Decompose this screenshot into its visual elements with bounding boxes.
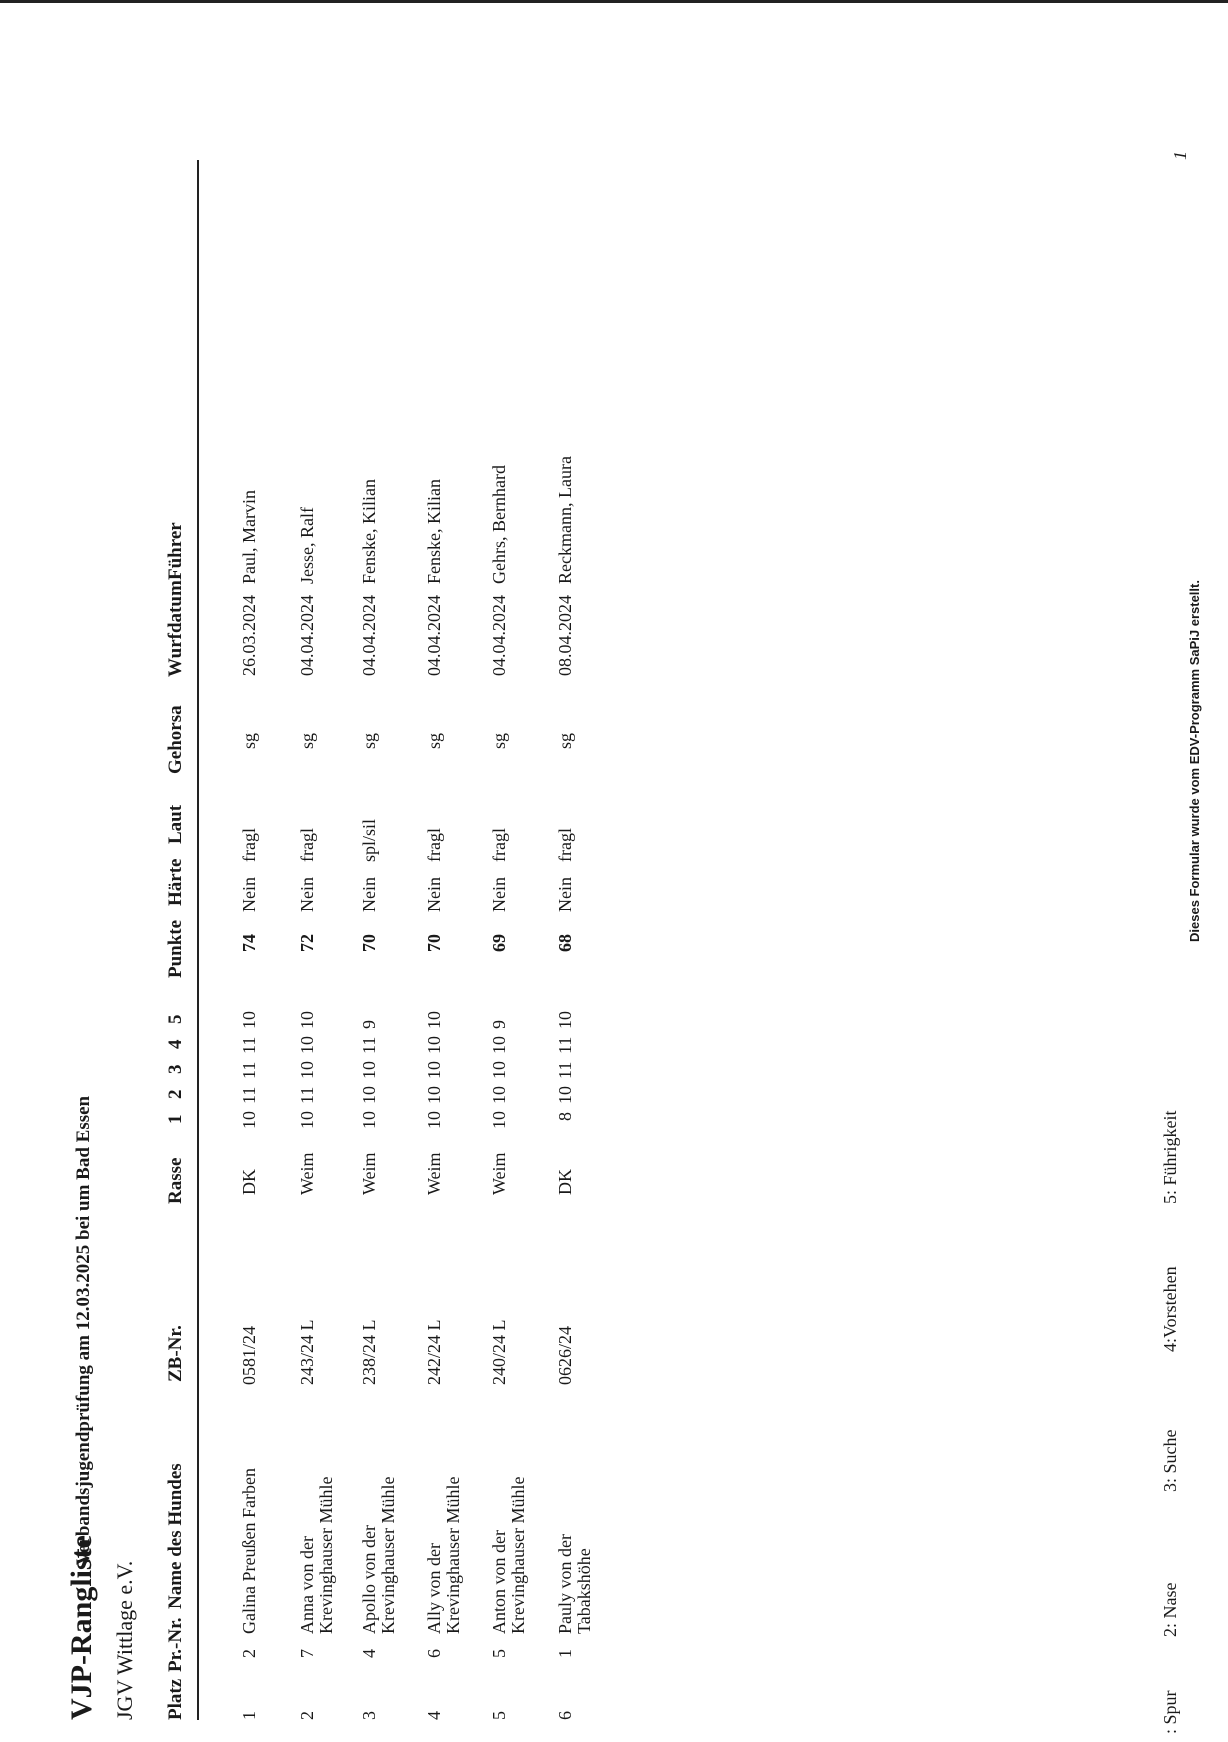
cell-score-1: 10 bbox=[239, 1111, 259, 1129]
cell-gehorsam: sg bbox=[489, 732, 509, 749]
cell-score-2: 10 bbox=[555, 1086, 575, 1104]
table-row bbox=[360, 0, 410, 1742]
cell-score-3: 11 bbox=[239, 1061, 259, 1079]
cell-name: Apollo von der Krevinghauser Mühle bbox=[359, 1476, 398, 1634]
cell-score-4: 10 bbox=[424, 1036, 444, 1054]
cell-gehorsam: sg bbox=[239, 732, 259, 749]
cell-haerte: Nein bbox=[239, 877, 259, 912]
cell-zb: 242/24 L bbox=[424, 1319, 444, 1385]
table-row bbox=[240, 0, 290, 1742]
cell-laut: fragl bbox=[424, 828, 444, 862]
cell-punkte: 68 bbox=[555, 934, 575, 952]
club-name: JGV Wittlage e.V. bbox=[112, 1560, 137, 1720]
cell-zb: 0626/24 bbox=[555, 1325, 575, 1385]
software-footnote: Dieses Formular wurde vom EDV-Programm SaPiJ erstellt. bbox=[1187, 580, 1202, 942]
cell-platz: 1 bbox=[239, 1711, 259, 1720]
cell-score-5: 10 bbox=[555, 1011, 575, 1029]
cell-rasse: Weim bbox=[297, 1152, 317, 1195]
col-header-name: Name des Hundes bbox=[165, 1463, 186, 1609]
cell-laut: fragl bbox=[555, 828, 575, 862]
col-header-haerte: Härte bbox=[165, 858, 186, 906]
cell-gehorsam: sg bbox=[424, 732, 444, 749]
cell-wurfdatum: 04.04.2024 bbox=[424, 595, 444, 676]
col-header-s2: 2 bbox=[165, 1089, 186, 1099]
cell-fuehrer: Gehrs, Bernhard bbox=[489, 465, 509, 584]
cell-laut: fragl bbox=[239, 828, 259, 862]
cell-fuehrer: Fenske, Kilian bbox=[359, 479, 379, 584]
cell-punkte: 69 bbox=[489, 934, 509, 952]
cell-score-5: 10 bbox=[239, 1011, 259, 1029]
cell-name: Galina Preußen Farben bbox=[239, 1468, 259, 1634]
cell-score-3: 11 bbox=[555, 1061, 575, 1079]
col-header-s4: 4 bbox=[165, 1039, 186, 1049]
cell-fuehrer: Paul, Marvin bbox=[239, 490, 259, 584]
cell-name: Anton von der Krevinghauser Mühle bbox=[489, 1476, 528, 1634]
col-header-punkte: Punkte bbox=[165, 919, 186, 978]
col-header-s3: 3 bbox=[165, 1064, 186, 1074]
cell-score-1: 10 bbox=[424, 1111, 444, 1129]
col-header-wurfdatum: Wurfdatum bbox=[165, 580, 186, 677]
cell-gehorsam: sg bbox=[359, 732, 379, 749]
cell-platz: 2 bbox=[297, 1711, 317, 1720]
cell-wurfdatum: 04.04.2024 bbox=[359, 595, 379, 676]
cell-score-4: 11 bbox=[555, 1036, 575, 1054]
cell-prnr: 7 bbox=[297, 1649, 317, 1658]
cell-score-5: 9 bbox=[489, 1020, 509, 1029]
cell-rasse: Weim bbox=[489, 1152, 509, 1195]
col-header-laut: Laut bbox=[165, 804, 186, 844]
cell-zb: 240/24 L bbox=[489, 1319, 509, 1385]
cell-score-2: 11 bbox=[297, 1086, 317, 1104]
cell-laut: fragl bbox=[297, 828, 317, 862]
col-header-s5: 5 bbox=[165, 1014, 186, 1024]
cell-platz: 3 bbox=[359, 1711, 379, 1720]
cell-punkte: 70 bbox=[424, 934, 444, 952]
header-rule bbox=[197, 160, 199, 1720]
table-row bbox=[556, 0, 606, 1742]
cell-name: Pauly von der Tabakshöhe bbox=[555, 1534, 594, 1634]
table-row bbox=[298, 0, 348, 1742]
cell-haerte: Nein bbox=[555, 877, 575, 912]
cell-score-3: 10 bbox=[297, 1061, 317, 1079]
page-title: VJP-Rangliste bbox=[65, 1535, 98, 1720]
cell-score-4: 10 bbox=[489, 1036, 509, 1054]
page-number: 1 bbox=[1170, 151, 1190, 160]
cell-fuehrer: Jesse, Ralf bbox=[297, 507, 317, 584]
cell-prnr: 5 bbox=[489, 1649, 509, 1658]
legend-item: 5: Führigkeit bbox=[1160, 1110, 1180, 1204]
cell-score-2: 10 bbox=[359, 1086, 379, 1104]
legend-item: : Spur bbox=[1160, 1690, 1180, 1734]
col-header-platz: Platz bbox=[165, 1678, 186, 1720]
cell-haerte: Nein bbox=[359, 877, 379, 912]
cell-fuehrer: Fenske, Kilian bbox=[424, 479, 444, 584]
table-row bbox=[425, 0, 475, 1742]
cell-score-4: 11 bbox=[359, 1036, 379, 1054]
cell-wurfdatum: 04.04.2024 bbox=[297, 595, 317, 676]
cell-punkte: 72 bbox=[297, 934, 317, 952]
cell-punkte: 70 bbox=[359, 934, 379, 952]
cell-name: Anna von der Krevinghauser Mühle bbox=[297, 1476, 336, 1634]
cell-prnr: 4 bbox=[359, 1649, 379, 1658]
col-header-gehorsam: Gehorsa bbox=[165, 705, 186, 774]
cell-prnr: 2 bbox=[239, 1649, 259, 1658]
cell-wurfdatum: 08.04.2024 bbox=[555, 595, 575, 676]
cell-score-2: 10 bbox=[489, 1086, 509, 1104]
cell-score-1: 8 bbox=[555, 1112, 575, 1121]
cell-haerte: Nein bbox=[297, 877, 317, 912]
cell-platz: 4 bbox=[424, 1711, 444, 1720]
exam-subtitle: Verbandsjugendprüfung am 12.03.2025 bei um Bad Essen bbox=[73, 1095, 94, 1565]
cell-gehorsam: sg bbox=[297, 732, 317, 749]
cell-zb: 243/24 L bbox=[297, 1319, 317, 1385]
col-header-s1: 1 bbox=[165, 1114, 186, 1124]
cell-rasse: Weim bbox=[424, 1152, 444, 1195]
cell-rasse: DK bbox=[239, 1169, 259, 1195]
cell-haerte: Nein bbox=[424, 877, 444, 912]
cell-score-5: 9 bbox=[359, 1020, 379, 1029]
col-header-zb: ZB-Nr. bbox=[165, 1325, 186, 1382]
legend-item: 4:Vorstehen bbox=[1160, 1266, 1180, 1352]
cell-laut: spl/sil bbox=[359, 818, 379, 862]
cell-punkte: 74 bbox=[239, 934, 259, 952]
cell-score-2: 10 bbox=[424, 1086, 444, 1104]
cell-score-3: 10 bbox=[424, 1061, 444, 1079]
cell-zb: 238/24 L bbox=[359, 1319, 379, 1385]
cell-prnr: 6 bbox=[424, 1649, 444, 1658]
cell-wurfdatum: 26.03.2024 bbox=[239, 595, 259, 676]
cell-laut: fragl bbox=[489, 828, 509, 862]
legend-item: 2: Nase bbox=[1160, 1582, 1180, 1637]
cell-score-1: 10 bbox=[297, 1111, 317, 1129]
cell-wurfdatum: 04.04.2024 bbox=[489, 595, 509, 676]
cell-score-1: 10 bbox=[489, 1111, 509, 1129]
cell-platz: 6 bbox=[555, 1711, 575, 1720]
cell-gehorsam: sg bbox=[555, 732, 575, 749]
legend-item: 3: Suche bbox=[1160, 1429, 1180, 1492]
cell-name: Ally von der Krevinghauser Mühle bbox=[424, 1476, 463, 1634]
cell-score-3: 10 bbox=[359, 1061, 379, 1079]
cell-fuehrer: Reckmann, Laura bbox=[555, 456, 575, 584]
table-row bbox=[490, 0, 540, 1742]
cell-rasse: DK bbox=[555, 1169, 575, 1195]
cell-score-5: 10 bbox=[297, 1011, 317, 1029]
col-header-prnr: Pr.-Nr. bbox=[165, 1617, 186, 1672]
cell-score-5: 10 bbox=[424, 1011, 444, 1029]
cell-score-4: 10 bbox=[297, 1036, 317, 1054]
cell-prnr: 1 bbox=[555, 1649, 575, 1658]
cell-zb: 0581/24 bbox=[239, 1325, 259, 1385]
col-header-rasse: Rasse bbox=[165, 1157, 186, 1204]
cell-rasse: Weim bbox=[359, 1152, 379, 1195]
cell-score-1: 10 bbox=[359, 1111, 379, 1129]
cell-haerte: Nein bbox=[489, 877, 509, 912]
cell-score-3: 10 bbox=[489, 1061, 509, 1079]
cell-score-2: 11 bbox=[239, 1086, 259, 1104]
cell-score-4: 11 bbox=[239, 1036, 259, 1054]
col-header-fuehrer: Führer bbox=[165, 522, 186, 580]
cell-platz: 5 bbox=[489, 1711, 509, 1720]
